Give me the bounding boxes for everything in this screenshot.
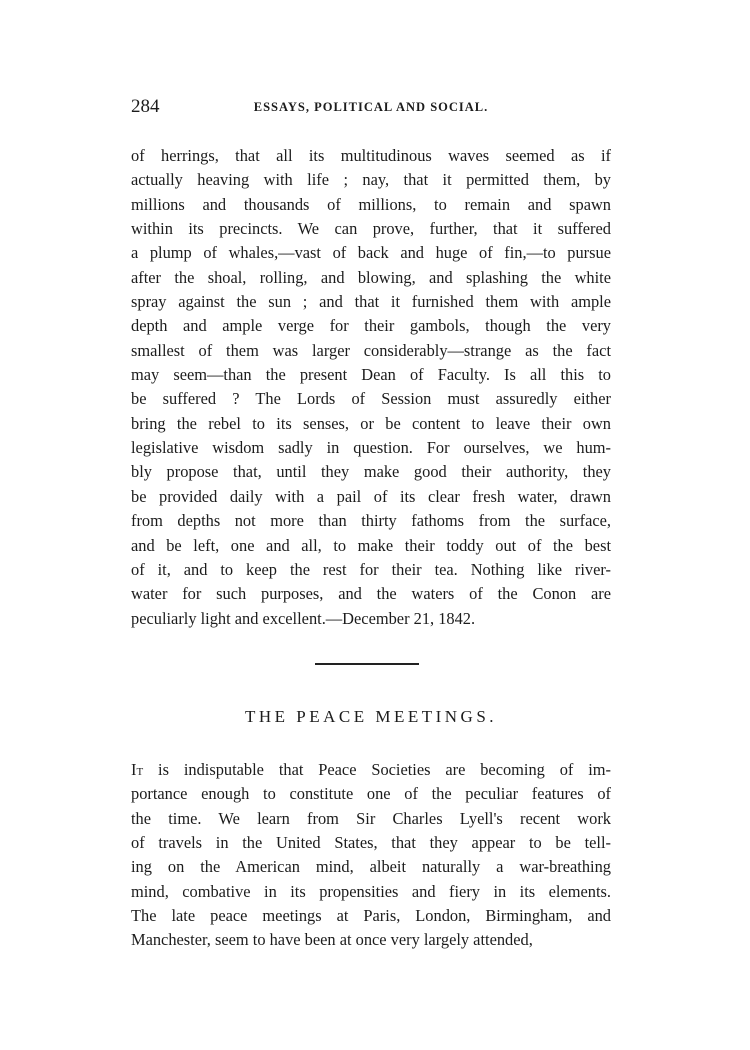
text-line: The late peace meetings at Paris, London, Birmingham, and	[131, 906, 611, 926]
text-line: after the shoal, rolling, and blowing, and splashing the white	[131, 267, 611, 287]
text-line: within its precincts. We can prove, further, that it suffered	[131, 219, 611, 239]
text-line: of it, and to keep the rest for their tea. Nothing like river-	[131, 559, 611, 579]
text-line: be suffered ? The Lords of Session must assuredly either	[131, 389, 611, 409]
paragraph-2	[131, 758, 611, 953]
page-header	[131, 96, 611, 122]
text-line: the time. We learn from Sir Charles Lyell's recent work	[131, 808, 611, 828]
text-line: Manchester, seem to have been at once very largely attended,	[131, 930, 533, 950]
page-number: 284	[131, 96, 160, 117]
section-divider	[315, 663, 419, 665]
text-line: may seem—than the present Dean of Faculty. Is all this to	[131, 365, 611, 385]
text-line: be provided daily with a pail of its clear fresh water, drawn	[131, 486, 611, 506]
text-line: peculiarly light and excellent.—December 21, 1842.	[131, 608, 476, 628]
text-line: a plump of whales,—vast of back and huge of fin,—to pursue	[131, 243, 611, 263]
section-title: THE PEACE MEETINGS.	[244, 707, 498, 726]
text-line: spray against the sun ; and that it furnished them with ample	[131, 292, 611, 312]
text-line: It is indisputable that Peace Societies are becoming of im-	[131, 760, 611, 779]
text-line: water for such purposes, and the waters of the Conon are	[131, 584, 611, 604]
text-line: of travels in the United States, that they appear to be tell-	[131, 833, 611, 853]
text-line: from depths not more than thirty fathoms from the surface,	[131, 511, 611, 531]
text-line: ing on the American mind, albeit naturally a war-breathing	[131, 857, 611, 877]
text-line: portance enough to constitute one of the peculiar features of	[131, 784, 611, 804]
text-line: smallest of them was larger considerably—strange as the fact	[131, 340, 611, 360]
text-line: millions and thousands of millions, to remain and spawn	[131, 194, 611, 214]
text-line: bring the rebel to its senses, or be content to leave their own	[131, 413, 611, 433]
running-title: ESSAYS, POLITICAL AND SOCIAL.	[253, 100, 489, 114]
text-line: mind, combative in its propensities and fiery in its elements.	[131, 881, 611, 901]
text-line: legislative wisdom sadly in question. For ourselves, we hum-	[131, 438, 611, 458]
text-line: actually heaving with life ; nay, that it permitted them, by	[131, 170, 611, 190]
text-line: and be left, one and all, to make their toddy out of the best	[131, 535, 611, 555]
text-line: bly propose that, until they make good their authority, they	[131, 462, 611, 482]
text-line: depth and ample verge for their gambols, though the very	[131, 316, 611, 336]
text-line: of herrings, that all its multitudinous waves seemed as if	[131, 146, 611, 165]
paragraph-1	[131, 144, 611, 631]
